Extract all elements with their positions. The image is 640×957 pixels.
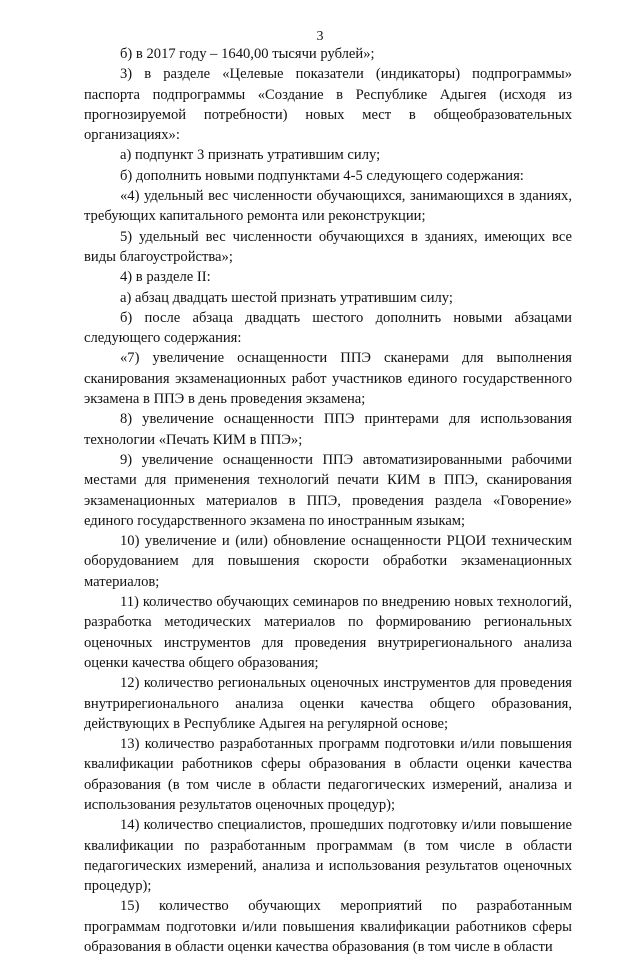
- paragraph: 9) увеличение оснащенности ППЭ автоматизированными рабочими местами для применения технологий печати КИМ в ППЭ, сканирования экзаменационных материалов в ППЭ, проведения раздела «Говорение» единого государственного экзамена по иностранным языкам;: [84, 451, 572, 529]
- document-body: [84, 44, 572, 957]
- paragraph: а) подпункт 3 признать утратившим силу;: [120, 147, 381, 164]
- paragraph: а) абзац двадцать шестой признать утратившим силу;: [120, 289, 453, 306]
- paragraph: б) после абзаца двадцать шестого дополнить новыми абзацами следующего содержания:: [84, 309, 572, 347]
- paragraph: 3) в разделе «Целевые показатели (индикаторы) подпрограммы» паспорта подпрограммы «Создание в Республике Адыгея (исходя из прогнозируемой потребности) новых мест в общеобразовательных организациях»:: [84, 66, 572, 144]
- paragraph: 10) увеличение и (или) обновление оснащенности РЦОИ техническим оборудованием для повышения скорости обработки экзаменационных материалов;: [84, 533, 572, 590]
- paragraph: 11) количество обучающих семинаров по внедрению новых технологий, разработка методических материалов по формированию региональных оценочных инструментов для проведения внутрирегионального анализа оценки качества общего образования;: [84, 594, 572, 671]
- paragraph: 15) количество обучающих мероприятий по разработанным программам подготовки и/или повышения квалификации работников сферы образования в области оценки качества образования (в том числе в области: [84, 898, 572, 956]
- paragraph: «4) удельный вес численности обучающихся, занимающихся в зданиях, требующих капитального ремонта или реконструкции;: [84, 188, 572, 225]
- paragraph: 8) увеличение оснащенности ППЭ принтерами для использования технологии «Печать КИМ в ППЭ»;: [84, 411, 572, 448]
- paragraph: 13) количество разработанных программ подготовки и/или повышения квалификации работников сферы образования в области оценки качества образования (в том числе в области педагогических измерений, анализа и использования результатов оценочных процедур);: [84, 736, 572, 813]
- paragraph: 4) в разделе II:: [120, 269, 211, 286]
- page-number: 3: [316, 29, 324, 44]
- paragraph: 5) удельный вес численности обучающихся в зданиях, имеющих все виды благоустройства»;: [84, 228, 572, 265]
- paragraph: б) в 2017 году – 1640,00 тысячи рублей»;: [120, 46, 375, 62]
- paragraph: б) дополнить новыми подпунктами 4-5 следующего содержания:: [120, 167, 524, 184]
- paragraph: «7) увеличение оснащенности ППЭ сканерами для выполнения сканирования экзаменационных работ участников единого государственного экзамена в ППЭ в день проведения экзамена;: [84, 350, 572, 408]
- paragraph: 12) количество региональных оценочных инструментов для проведения внутрирегионального анализа оценки качества общего образования, действующих в Республике Адыгея на регулярной основе;: [84, 675, 572, 732]
- paragraph: 14) количество специалистов, прошедших подготовку и/или повышение квалификации по разработанным программам (в том числе в области педагогических измерений, анализа и использования результатов оценочных процедур);: [84, 817, 572, 895]
